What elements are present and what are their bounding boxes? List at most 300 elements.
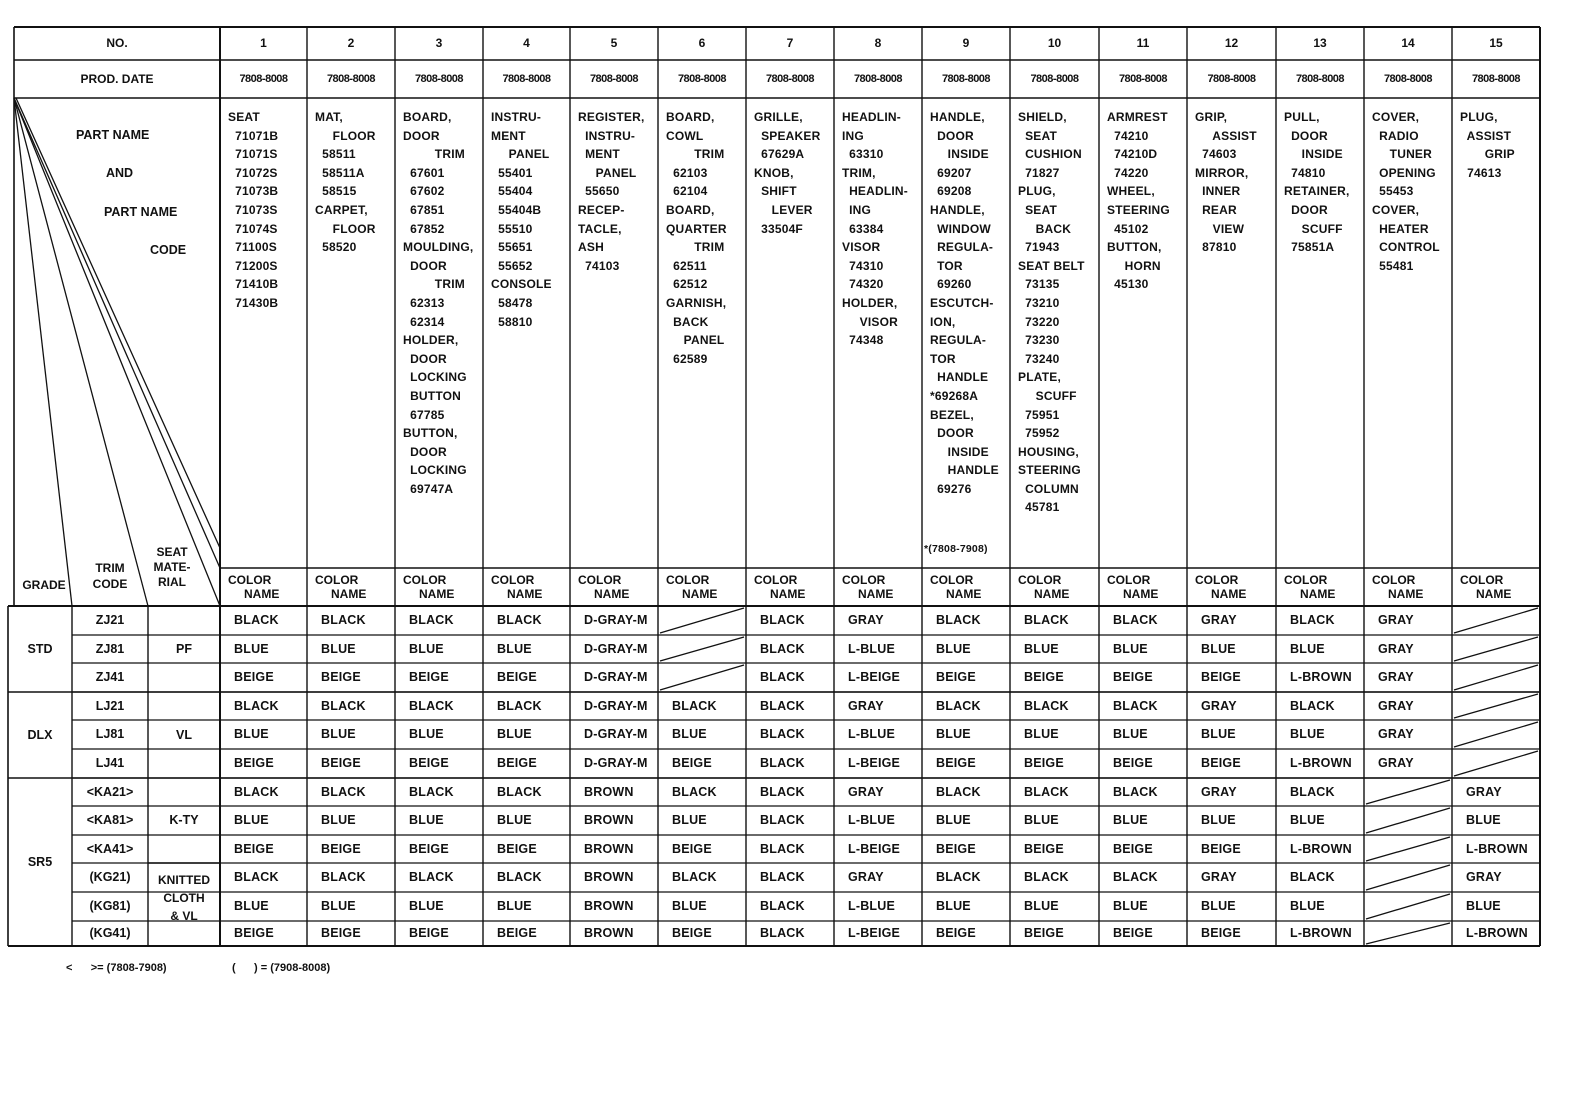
- part-entry: HANDLE,: [930, 110, 985, 124]
- part-entry: 73240: [1018, 351, 1060, 366]
- part-entry: BEZEL,: [930, 407, 974, 422]
- part-list: [746, 106, 834, 238]
- color-value: GRAY: [1466, 785, 1502, 799]
- part-entry: 62104: [666, 184, 708, 199]
- color-value: BLUE: [234, 813, 269, 827]
- color-value: BROWN: [584, 899, 634, 913]
- part-entry: 73230: [1018, 333, 1060, 348]
- color-value: L-BLUE: [848, 727, 896, 741]
- part-entry: 71943: [1018, 240, 1060, 255]
- part-entry: INSIDE: [930, 444, 989, 459]
- color-value: BLUE: [1290, 899, 1325, 913]
- part-name-label-2: PART NAME: [104, 205, 178, 219]
- part-entry: BUTTON,: [1107, 240, 1162, 255]
- color-value: GRAY: [1201, 870, 1237, 884]
- color-value: BEIGE: [409, 670, 449, 684]
- color-value: BLACK: [497, 613, 542, 627]
- part-entry: TRIM: [403, 147, 465, 162]
- trim-code: <KA81>: [86, 813, 134, 827]
- part-entry: 74103: [578, 258, 620, 273]
- part-list: [220, 106, 307, 313]
- color-value: BLACK: [760, 785, 805, 799]
- part-list: [1187, 106, 1276, 257]
- color-value: D-GRAY-M: [584, 727, 648, 741]
- part-entry: INNER: [1195, 184, 1241, 199]
- color-name-header: [570, 573, 658, 601]
- color-value: BLACK: [1290, 785, 1335, 799]
- part-entry: 67601: [403, 165, 445, 180]
- color-value: BLUE: [234, 642, 269, 656]
- color-value: L-BROWN: [1290, 926, 1352, 940]
- color-value: BLACK: [1024, 699, 1069, 713]
- color-value: BLACK: [497, 785, 542, 799]
- color-name-header-line: COLOR: [578, 573, 622, 587]
- color-value: BLACK: [760, 813, 805, 827]
- color-value: L-BROWN: [1466, 842, 1528, 856]
- not-applicable-slash: [1454, 665, 1538, 690]
- part-entry: PLUG,: [1018, 184, 1056, 199]
- column-prod-date: 7808-8008: [1471, 73, 1521, 85]
- part-entry: TRIM,: [842, 165, 876, 180]
- color-value: BLACK: [1290, 699, 1335, 713]
- color-name-header-line: NAME: [594, 587, 630, 601]
- color-value: BLUE: [1201, 899, 1236, 913]
- color-value: L-BEIGE: [848, 842, 901, 856]
- color-value: BLACK: [234, 870, 279, 884]
- color-value: BLUE: [409, 813, 444, 827]
- color-value: BLUE: [409, 727, 444, 741]
- part-entry: MENT: [491, 128, 526, 143]
- part-entry: BACK: [1018, 221, 1072, 236]
- color-name-header-line: NAME: [507, 587, 543, 601]
- part-entry: 74613: [1460, 165, 1502, 180]
- not-applicable-slash: [1366, 923, 1450, 944]
- color-name-header-line: NAME: [1034, 587, 1070, 601]
- part-list: [1364, 106, 1452, 275]
- grade-label: DLX: [27, 728, 53, 742]
- part-entry: DOOR: [1284, 202, 1328, 217]
- part-entry: 71071B: [228, 128, 279, 143]
- trim-code: LJ21: [95, 699, 125, 713]
- part-entry: KNOB,: [754, 165, 794, 180]
- trim-code-header-line: CODE: [92, 577, 128, 591]
- color-value: L-BEIGE: [848, 926, 901, 940]
- trim-code: ZJ41: [95, 670, 125, 684]
- seat-material: K-TY: [169, 813, 199, 827]
- part-entry: 62512: [666, 277, 708, 292]
- seat-material-line: CLOTH: [163, 891, 205, 905]
- color-name-header-line: NAME: [682, 587, 718, 601]
- color-value: BLUE: [234, 727, 269, 741]
- color-value: L-BROWN: [1290, 670, 1352, 684]
- part-entry: 75851A: [1284, 240, 1335, 255]
- color-value: BLACK: [936, 699, 981, 713]
- color-value: BLACK: [672, 699, 717, 713]
- color-name-header-line: NAME: [1123, 587, 1159, 601]
- seat-material: [148, 871, 220, 925]
- part-entry: 71430B: [228, 295, 279, 310]
- part-entry: REGISTER,: [578, 110, 645, 124]
- color-name-header: [483, 573, 570, 601]
- part-entry: VIEW: [1195, 221, 1245, 236]
- part-entry: BUTTON,: [403, 426, 458, 441]
- seat-material-header-line: SEAT: [156, 545, 188, 559]
- trim-code: LJ81: [95, 727, 125, 741]
- color-value: GRAY: [848, 613, 884, 627]
- color-value: L-BLUE: [848, 813, 896, 827]
- color-value: BLACK: [760, 670, 805, 684]
- part-entry: HOLDER,: [403, 333, 459, 348]
- color-value: BLACK: [760, 842, 805, 856]
- part-entry: 62314: [403, 314, 445, 329]
- column-number: 15: [1489, 36, 1503, 50]
- color-value: BEIGE: [321, 842, 361, 856]
- part-entry: 75951: [1018, 407, 1060, 422]
- not-applicable-slash: [1454, 722, 1538, 747]
- part-entry: PANEL: [578, 165, 637, 180]
- trim-code-header-line: TRIM: [95, 561, 125, 575]
- part-list: [1010, 106, 1099, 517]
- part-entry: 45781: [1018, 500, 1060, 515]
- part-entry: 55481: [1372, 258, 1414, 273]
- color-value: BEIGE: [936, 926, 976, 940]
- color-value: BEIGE: [1201, 842, 1241, 856]
- color-name-header-line: COLOR: [1284, 573, 1328, 587]
- part-entry: SEAT: [1018, 202, 1057, 217]
- part-entry: COVER,: [1372, 202, 1420, 217]
- seat-material: VL: [176, 728, 192, 742]
- color-name-header: [746, 573, 834, 601]
- color-value: BEIGE: [1113, 842, 1153, 856]
- trim-code: <KA21>: [86, 785, 134, 799]
- part-entry: RADIO: [1372, 128, 1419, 143]
- column-number: 5: [610, 36, 618, 50]
- color-name-header-line: COLOR: [228, 573, 272, 587]
- color-value: BROWN: [584, 785, 634, 799]
- part-entry: 58810: [491, 314, 533, 329]
- part-entry: 58478: [491, 295, 533, 310]
- color-name-header-line: NAME: [1388, 587, 1424, 601]
- part-entry: LOCKING: [403, 463, 467, 478]
- part-entry: INSIDE: [930, 147, 989, 162]
- part-entry: 74310: [842, 258, 884, 273]
- color-name-header-line: COLOR: [930, 573, 974, 587]
- color-value: GRAY: [848, 870, 884, 884]
- color-value: BLUE: [497, 642, 532, 656]
- color-value: BEIGE: [1113, 670, 1153, 684]
- color-value: BLUE: [1113, 642, 1148, 656]
- color-value: BEIGE: [672, 842, 712, 856]
- part-entry: HORN: [1107, 258, 1161, 273]
- color-value: BLACK: [936, 785, 981, 799]
- footnote-angle-brackets: < >= (7808-7908): [66, 962, 167, 974]
- color-value: L-BROWN: [1290, 842, 1352, 856]
- color-value: BLACK: [234, 785, 279, 799]
- not-applicable-slash: [660, 608, 744, 633]
- part-list: [483, 106, 570, 331]
- color-value: BEIGE: [1113, 756, 1153, 770]
- part-entry: BUTTON: [403, 388, 462, 403]
- color-value: L-BROWN: [1290, 756, 1352, 770]
- column-prod-date: 7808-8008: [941, 73, 991, 85]
- part-entry: 67602: [403, 184, 445, 199]
- color-name-header-line: NAME: [946, 587, 982, 601]
- part-entry: WHEEL,: [1107, 184, 1155, 199]
- color-value: BLACK: [234, 613, 279, 627]
- color-value: BEIGE: [409, 756, 449, 770]
- part-entry: 45102: [1107, 221, 1149, 236]
- part-list: [395, 106, 483, 498]
- part-entry: OPENING: [1372, 165, 1436, 180]
- part-entry: 67852: [403, 221, 445, 236]
- color-value: BEIGE: [234, 842, 274, 856]
- part-entry: HANDLE,: [930, 202, 985, 217]
- part-entry: COLUMN: [1018, 481, 1079, 496]
- column-number: 6: [698, 36, 706, 50]
- part-list: [570, 106, 658, 275]
- part-list: [1099, 106, 1187, 294]
- column-number: 7: [786, 36, 794, 50]
- not-applicable-slash: [660, 665, 744, 690]
- color-value: L-BROWN: [1466, 926, 1528, 940]
- color-value: D-GRAY-M: [584, 699, 648, 713]
- color-value: BLACK: [321, 870, 366, 884]
- part-entry: 74320: [842, 277, 884, 292]
- column-number: 8: [874, 36, 882, 50]
- part-entry: FLOOR: [315, 128, 376, 143]
- part-entry: REAR: [1195, 202, 1237, 217]
- color-value: BLUE: [497, 899, 532, 913]
- column-prod-date: 7808-8008: [1207, 73, 1256, 85]
- part-entry: 71073S: [228, 202, 278, 217]
- color-value: BEIGE: [1024, 842, 1064, 856]
- color-name-header: [658, 573, 746, 601]
- part-entry: ARMREST: [1107, 110, 1168, 124]
- color-value: L-BLUE: [848, 642, 896, 656]
- part-entry: CONTROL: [1372, 240, 1440, 255]
- part-entry: 74210: [1107, 128, 1149, 143]
- color-value: BEIGE: [1024, 670, 1064, 684]
- color-name-header-line: COLOR: [315, 573, 359, 587]
- part-entry: 69208: [930, 184, 972, 199]
- color-value: BLACK: [760, 642, 805, 656]
- part-entry: SEAT: [1018, 128, 1057, 143]
- part-entry: 58515: [315, 184, 357, 199]
- part-entry: 73210: [1018, 295, 1060, 310]
- color-value: BEIGE: [234, 756, 274, 770]
- color-name-header-line: COLOR: [403, 573, 447, 587]
- part-entry: SEAT: [228, 110, 260, 124]
- color-value: BEIGE: [672, 926, 712, 940]
- color-value: BLUE: [936, 642, 971, 656]
- part-entry: 58511: [315, 147, 356, 162]
- part-entry: 87810: [1195, 240, 1237, 255]
- part-entry: QUARTER: [666, 221, 727, 236]
- seat-material-header: [146, 545, 198, 590]
- color-name-header: [220, 573, 307, 601]
- part-entry: 55651: [491, 240, 533, 255]
- color-name-header-line: COLOR: [754, 573, 798, 587]
- part-entry: 62589: [666, 351, 708, 366]
- color-value: BEIGE: [936, 842, 976, 856]
- part-entry: 71072S: [228, 165, 278, 180]
- color-value: BEIGE: [234, 926, 274, 940]
- part-entry: 63384: [842, 221, 884, 236]
- not-applicable-slash: [1366, 808, 1450, 833]
- part-entry: STEERING: [1018, 463, 1081, 478]
- part-list: [834, 106, 922, 350]
- column-number: 9: [962, 36, 970, 50]
- color-name-header: [834, 573, 922, 601]
- color-name-header: [1276, 573, 1364, 601]
- part-entry: TRIM: [403, 277, 465, 292]
- color-name-header: [1010, 573, 1099, 601]
- part-entry: COVER,: [1372, 110, 1420, 124]
- trim-code: ZJ81: [95, 642, 125, 656]
- part-entry: HEATER: [1372, 221, 1429, 236]
- color-value: BLUE: [1201, 642, 1236, 656]
- part-entry: 33504F: [754, 221, 803, 236]
- part-entry: TACLE,: [578, 221, 622, 236]
- fan-line: [14, 98, 72, 606]
- part-entry: 71827: [1018, 165, 1060, 180]
- color-value: BLUE: [409, 642, 444, 656]
- part-entry: PANEL: [666, 333, 725, 348]
- part-entry: BOARD,: [666, 202, 715, 217]
- color-value: BLUE: [409, 899, 444, 913]
- part-entry: PLATE,: [1018, 370, 1061, 385]
- seat-material-header-line: MATE-: [153, 560, 191, 574]
- part-list: [922, 106, 1010, 498]
- color-value: BLACK: [936, 613, 981, 627]
- trim-code: (KG81): [89, 899, 131, 913]
- part-entry: DOOR: [930, 128, 974, 143]
- color-value: BEIGE: [936, 670, 976, 684]
- color-value: L-BEIGE: [848, 670, 901, 684]
- color-name-header: [922, 573, 1010, 601]
- color-value: GRAY: [1378, 699, 1414, 713]
- no-label: NO.: [106, 36, 128, 50]
- part-entry: BOARD,: [666, 110, 715, 124]
- trim-code: (KG41): [89, 926, 131, 940]
- color-name-header-line: COLOR: [1460, 573, 1504, 587]
- color-value: BLUE: [1113, 899, 1148, 913]
- color-value: BEIGE: [936, 756, 976, 770]
- color-name-header-line: NAME: [1476, 587, 1512, 601]
- part-entry: DOOR: [1284, 128, 1328, 143]
- part-entry: CARPET,: [315, 202, 368, 217]
- part-entry: LOCKING: [403, 370, 467, 385]
- color-value: D-GRAY-M: [584, 642, 648, 656]
- part-entry: 67785: [403, 407, 445, 422]
- color-value: D-GRAY-M: [584, 756, 648, 770]
- part-list: [1276, 106, 1364, 257]
- part-entry: PANEL: [491, 147, 550, 162]
- color-name-header-line: NAME: [1211, 587, 1247, 601]
- column-prod-date: 7808-8008: [502, 73, 551, 85]
- part-entry: 69747A: [403, 481, 454, 496]
- color-value: BLACK: [1024, 613, 1069, 627]
- color-value: GRAY: [848, 699, 884, 713]
- color-value: BLUE: [321, 899, 356, 913]
- color-name-header-line: NAME: [770, 587, 806, 601]
- column-number: 4: [523, 36, 530, 50]
- color-value: BEIGE: [672, 756, 712, 770]
- column-prod-date: 7808-8008: [1383, 73, 1433, 85]
- part-entry: VISOR: [842, 240, 881, 255]
- column-number: 14: [1401, 36, 1415, 50]
- footnote-parentheses: ( ) = (7908-8008): [232, 962, 331, 974]
- part-entry: REGULA-: [930, 333, 987, 348]
- trim-code: LJ41: [95, 756, 125, 770]
- not-applicable-slash: [1366, 894, 1450, 919]
- color-name-header-line: COLOR: [1107, 573, 1151, 587]
- part-entry: ION,: [930, 314, 956, 329]
- part-entry: 62313: [403, 295, 445, 310]
- trim-code: ZJ21: [95, 613, 125, 627]
- part-entry: INSIDE: [1284, 147, 1343, 162]
- part-entry: 55453: [1372, 184, 1414, 199]
- color-value: BEIGE: [321, 926, 361, 940]
- part-entry: BACK: [666, 314, 709, 329]
- color-name-header-line: NAME: [244, 587, 280, 601]
- color-value: BLACK: [1290, 870, 1335, 884]
- color-value: GRAY: [1378, 642, 1414, 656]
- color-value: BLUE: [936, 813, 971, 827]
- color-value: BEIGE: [1201, 670, 1241, 684]
- color-value: BLUE: [1466, 813, 1501, 827]
- grade-label: SR5: [27, 855, 53, 869]
- trim-code-header: [78, 560, 142, 592]
- color-value: GRAY: [1201, 699, 1237, 713]
- part-entry: 69207: [930, 165, 972, 180]
- not-applicable-slash: [1454, 694, 1538, 718]
- color-name-header: [1099, 573, 1187, 601]
- part-entry: 74210D: [1107, 147, 1158, 162]
- seat-material-header-line: RIAL: [158, 575, 186, 589]
- not-applicable-slash: [1454, 637, 1538, 661]
- code-label: CODE: [150, 243, 187, 257]
- color-value: BLUE: [1290, 642, 1325, 656]
- part-entry: 55401: [491, 165, 533, 180]
- color-value: D-GRAY-M: [584, 670, 648, 684]
- part-entry: DOOR: [403, 128, 440, 143]
- part-entry: INSTRU-: [578, 128, 636, 143]
- part-entry: 55652: [491, 258, 533, 273]
- part-entry: DOOR: [930, 426, 974, 441]
- color-name-header-line: COLOR: [1372, 573, 1416, 587]
- part-entry: 71073B: [228, 184, 279, 199]
- color-value: BLUE: [672, 899, 707, 913]
- color-name-header: [395, 573, 483, 601]
- color-value: BLUE: [1024, 642, 1059, 656]
- color-name-header-line: COLOR: [666, 573, 710, 587]
- color-name-header-line: COLOR: [491, 573, 535, 587]
- color-value: BLUE: [321, 727, 356, 741]
- part-entry: HANDLE: [930, 463, 999, 478]
- part-entry: ASSIST: [1460, 128, 1512, 143]
- part-entry: TRIM: [666, 240, 725, 255]
- color-value: BEIGE: [1201, 926, 1241, 940]
- part-entry: 63310: [842, 147, 884, 162]
- part-entry: SCUFF: [1018, 388, 1077, 403]
- color-name-header: [1187, 573, 1276, 601]
- color-value: GRAY: [848, 785, 884, 799]
- part-entry: SPEAKER: [754, 128, 821, 143]
- color-value: BLUE: [936, 899, 971, 913]
- and-label: AND: [106, 166, 134, 180]
- color-name-header-line: NAME: [419, 587, 455, 601]
